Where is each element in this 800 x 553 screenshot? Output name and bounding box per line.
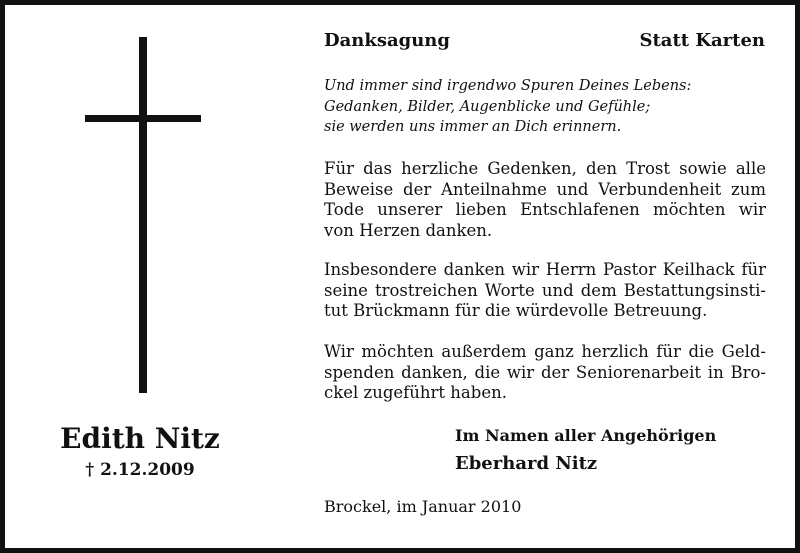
- paragraph-line: Für das herzliche Gedenken, den Trost sowie alle: [324, 159, 766, 178]
- paragraph-line: seine trostreichen Worte und dem Bestattungsinsti-: [324, 280, 766, 300]
- paragraph-line: ckel zugeführt haben.: [324, 383, 507, 402]
- paragraph-line: Tode unserer lieben Entschlafenen möchten wir: [324, 200, 766, 219]
- place-date: Brockel, im Januar 2010: [324, 497, 522, 516]
- poem-block: [324, 76, 754, 138]
- paragraph-line: von Herzen danken.: [324, 220, 493, 240]
- pastor-paragraph: [324, 260, 766, 322]
- cross-icon: [139, 37, 147, 393]
- paragraph-line: Beweise der Anteilnahme und Verbundenheit zum: [324, 179, 766, 199]
- signature-line: Im Namen aller Angehörigen: [455, 426, 717, 445]
- signature-name: Eberhard Nitz: [455, 453, 598, 474]
- cross-icon-crossbar: [85, 115, 201, 122]
- paragraph-line: Wir möchten außerdem ganz herzlich für die Geld-: [324, 342, 766, 361]
- paragraph-line: Insbesondere danken wir Herrn Pastor Keilhack für: [324, 260, 766, 279]
- paragraph-line: tut Brückmann für die würdevolle Betreuung.: [324, 301, 708, 320]
- poem-line: sie werden uns immer an Dich erinnern.: [324, 119, 622, 135]
- notice-subtitle: Statt Karten: [639, 30, 765, 51]
- deceased-name: Edith Nitz: [60, 422, 220, 455]
- thanks-paragraph: [324, 159, 766, 241]
- donation-paragraph: [324, 342, 766, 404]
- paragraph-line: spenden danken, die wir der Seniorenarbeit in Bro-: [324, 362, 766, 382]
- notice-title: Danksagung: [324, 30, 450, 51]
- death-date: † 2.12.2009: [85, 460, 195, 480]
- poem-line: Gedanken, Bilder, Augenblicke und Gefühle;: [324, 98, 651, 115]
- poem-line: Und immer sind irgendwo Spuren Deines Lebens:: [324, 78, 692, 94]
